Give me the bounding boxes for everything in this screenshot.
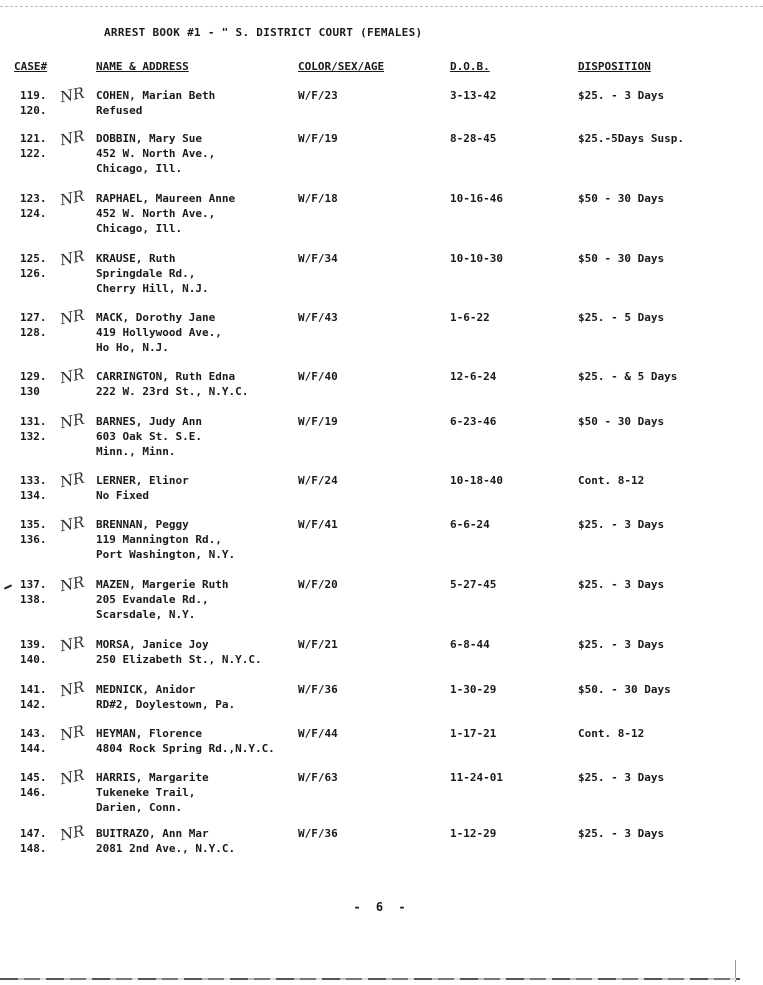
address-line: 452 W. North Ave., xyxy=(96,207,216,220)
dob-cell: 1-12-29 xyxy=(450,827,497,840)
column-header-color-sex-age: COLOR/SEX/AGE xyxy=(298,60,385,73)
case-number: 131. xyxy=(20,415,47,428)
dob-cell: 3-13-42 xyxy=(450,89,497,102)
dob-cell: 1-30-29 xyxy=(450,683,497,696)
address-line: 205 Evandale Rd., xyxy=(96,593,209,606)
dob-cell: 1-6-22 xyxy=(450,311,490,324)
name-address-cell xyxy=(96,473,326,503)
disposition-cell: $25. - 3 Days xyxy=(578,518,665,531)
name-address-cell xyxy=(96,770,326,815)
case-number: 142. xyxy=(20,698,47,711)
address-line: Scarsdale, N.Y. xyxy=(96,608,196,621)
name-address-cell xyxy=(96,726,326,756)
case-number-cell xyxy=(20,637,60,667)
handwritten-nr-mark: NR xyxy=(58,409,87,433)
case-number: 124. xyxy=(20,207,47,220)
dob-cell: 11-24-01 xyxy=(450,771,503,784)
name-address-cell xyxy=(96,414,326,459)
color-sex-age-cell: W/F/40 xyxy=(298,370,338,383)
address-line: 603 Oak St. S.E. xyxy=(96,430,202,443)
address-line: Refused xyxy=(96,104,143,117)
dob-cell: 8-28-45 xyxy=(450,132,497,145)
case-number-cell xyxy=(20,191,60,221)
page-number: - 6 - xyxy=(353,900,410,914)
name-address-cell xyxy=(96,517,326,562)
color-sex-age-cell: W/F/19 xyxy=(298,132,338,145)
case-number: 138. xyxy=(20,593,47,606)
address-line: 4804 Rock Spring Rd.,N.Y.C. xyxy=(96,742,275,755)
column-header-dob: D.O.B. xyxy=(450,60,490,73)
color-sex-age-cell: W/F/36 xyxy=(298,683,338,696)
color-sex-age-cell: W/F/63 xyxy=(298,771,338,784)
color-sex-age-cell: W/F/21 xyxy=(298,638,338,651)
name-address-cell xyxy=(96,131,326,176)
name-address-cell xyxy=(96,577,326,622)
defendant-name: MORSA, Janice Joy xyxy=(96,638,209,651)
handwritten-nr-mark: NR xyxy=(58,246,87,270)
dob-cell: 10-16-46 xyxy=(450,192,503,205)
case-number-cell xyxy=(20,131,60,161)
address-line: No Fixed xyxy=(96,489,149,502)
address-line: RD#2, Doylestown, Pa. xyxy=(96,698,236,711)
defendant-name: MEDNICK, Anidor xyxy=(96,683,196,696)
column-header-case: CASE# xyxy=(14,60,48,73)
case-number: 128. xyxy=(20,326,47,339)
address-line: Tukeneke Trail, xyxy=(96,786,196,799)
color-sex-age-cell: W/F/18 xyxy=(298,192,338,205)
handwritten-nr-mark: NR xyxy=(58,721,87,745)
case-number: 146. xyxy=(20,786,47,799)
handwritten-nr-mark: NR xyxy=(58,632,87,656)
name-address-cell xyxy=(96,251,326,296)
case-number: 140. xyxy=(20,653,47,666)
name-address-cell xyxy=(96,682,326,712)
case-number: 119. xyxy=(20,89,47,102)
color-sex-age-cell: W/F/43 xyxy=(298,311,338,324)
color-sex-age-cell: W/F/24 xyxy=(298,474,338,487)
disposition-cell: $25. - 3 Days xyxy=(578,827,665,840)
address-line: 2081 2nd Ave., N.Y.C. xyxy=(96,842,236,855)
color-sex-age-cell: W/F/36 xyxy=(298,827,338,840)
case-number-cell xyxy=(20,310,60,340)
address-line: 119 Mannington Rd., xyxy=(96,533,222,546)
case-number: 134. xyxy=(20,489,47,502)
defendant-name: DOBBIN, Mary Sue xyxy=(96,132,202,145)
address-line: Chicago, Ill. xyxy=(96,222,183,235)
case-number-cell xyxy=(20,577,60,607)
defendant-name: LERNER, Elinor xyxy=(96,474,189,487)
address-line: Darien, Conn. xyxy=(96,801,183,814)
dob-cell: 6-23-46 xyxy=(450,415,497,428)
defendant-name: MAZEN, Margerie Ruth xyxy=(96,578,229,591)
scan-dotted-edge xyxy=(0,6,763,7)
pen-tick-mark xyxy=(4,584,12,589)
address-line: Chicago, Ill. xyxy=(96,162,183,175)
disposition-cell: $25. - 3 Days xyxy=(578,89,665,102)
color-sex-age-cell: W/F/20 xyxy=(298,578,338,591)
disposition-cell: Cont. 8-12 xyxy=(578,727,645,740)
dob-cell: 5-27-45 xyxy=(450,578,497,591)
color-sex-age-cell: W/F/19 xyxy=(298,415,338,428)
defendant-name: HARRIS, Margarite xyxy=(96,771,209,784)
disposition-cell: $25. - & 5 Days xyxy=(578,370,678,383)
name-address-cell xyxy=(96,369,326,399)
dob-cell: 6-8-44 xyxy=(450,638,490,651)
address-line: Minn., Minn. xyxy=(96,445,176,458)
case-number-cell xyxy=(20,517,60,547)
defendant-name: CARRINGTON, Ruth Edna xyxy=(96,370,236,383)
case-number: 126. xyxy=(20,267,47,280)
case-number: 135. xyxy=(20,518,47,531)
defendant-name: HEYMAN, Florence xyxy=(96,727,202,740)
case-number: 143. xyxy=(20,727,47,740)
dob-cell: 1-17-21 xyxy=(450,727,497,740)
defendant-name: KRAUSE, Ruth xyxy=(96,252,176,265)
case-number: 145. xyxy=(20,771,47,784)
column-header-name-address: NAME & ADDRESS xyxy=(96,60,189,73)
case-number: 129. xyxy=(20,370,47,383)
case-number: 137. xyxy=(20,578,47,591)
case-number: 141. xyxy=(20,683,47,696)
case-number: 133. xyxy=(20,474,47,487)
case-number-cell xyxy=(20,726,60,756)
color-sex-age-cell: W/F/44 xyxy=(298,727,338,740)
case-number: 136. xyxy=(20,533,47,546)
address-line: 250 Elizabeth St., N.Y.C. xyxy=(96,653,262,666)
defendant-name: BRENNAN, Peggy xyxy=(96,518,189,531)
handwritten-nr-mark: NR xyxy=(58,126,87,150)
dob-cell: 10-18-40 xyxy=(450,474,503,487)
name-address-cell xyxy=(96,191,326,236)
case-number-cell xyxy=(20,682,60,712)
case-number-cell xyxy=(20,826,60,856)
defendant-name: COHEN, Marian Beth xyxy=(96,89,216,102)
handwritten-nr-mark: NR xyxy=(58,512,87,536)
name-address-cell xyxy=(96,826,326,856)
case-number: 130 xyxy=(20,385,40,398)
name-address-cell xyxy=(96,310,326,355)
handwritten-nr-mark: NR xyxy=(58,821,87,845)
disposition-cell: $25.-5Days Susp. xyxy=(578,132,684,145)
name-address-cell xyxy=(96,88,326,118)
dob-cell: 6-6-24 xyxy=(450,518,490,531)
defendant-name: BUITRAZO, Ann Mar xyxy=(96,827,209,840)
disposition-cell: $25. - 3 Days xyxy=(578,578,665,591)
disposition-cell: $50 - 30 Days xyxy=(578,252,665,265)
address-line: Springdale Rd., xyxy=(96,267,196,280)
defendant-name: BARNES, Judy Ann xyxy=(96,415,202,428)
handwritten-nr-mark: NR xyxy=(58,468,87,492)
dob-cell: 12-6-24 xyxy=(450,370,497,383)
case-number: 147. xyxy=(20,827,47,840)
case-number: 121. xyxy=(20,132,47,145)
scan-bottom-edge xyxy=(0,978,740,980)
case-number: 148. xyxy=(20,842,47,855)
case-number: 144. xyxy=(20,742,47,755)
address-line: 419 Hollywood Ave., xyxy=(96,326,222,339)
case-number-cell xyxy=(20,369,60,399)
case-number-cell xyxy=(20,88,60,118)
disposition-cell: $25. - 5 Days xyxy=(578,311,665,324)
address-line: 222 W. 23rd St., N.Y.C. xyxy=(96,385,249,398)
handwritten-nr-mark: NR xyxy=(58,305,87,329)
case-number-cell xyxy=(20,414,60,444)
handwritten-nr-mark: NR xyxy=(58,765,87,789)
case-number: 120. xyxy=(20,104,47,117)
disposition-cell: $50. - 30 Days xyxy=(578,683,671,696)
name-address-cell xyxy=(96,637,326,667)
case-number: 139. xyxy=(20,638,47,651)
handwritten-nr-mark: NR xyxy=(58,83,87,107)
defendant-name: MACK, Dorothy Jane xyxy=(96,311,216,324)
case-number-cell xyxy=(20,473,60,503)
column-header-disposition: DISPOSITION xyxy=(578,60,651,73)
dob-cell: 10-10-30 xyxy=(450,252,503,265)
address-line: Ho Ho, N.J. xyxy=(96,341,169,354)
document-title: ARREST BOOK #1 - " S. DISTRICT COURT (FEMALES) xyxy=(104,26,423,39)
handwritten-nr-mark: NR xyxy=(58,572,87,596)
case-number-cell xyxy=(20,770,60,800)
case-number: 132. xyxy=(20,430,47,443)
address-line: Cherry Hill, N.J. xyxy=(96,282,209,295)
color-sex-age-cell: W/F/34 xyxy=(298,252,338,265)
color-sex-age-cell: W/F/23 xyxy=(298,89,338,102)
disposition-cell: $25. - 3 Days xyxy=(578,771,665,784)
disposition-cell: $25. - 3 Days xyxy=(578,638,665,651)
case-number-cell xyxy=(20,251,60,281)
defendant-name: RAPHAEL, Maureen Anne xyxy=(96,192,236,205)
disposition-cell: Cont. 8-12 xyxy=(578,474,645,487)
address-line: Port Washington, N.Y. xyxy=(96,548,236,561)
handwritten-nr-mark: NR xyxy=(58,364,87,388)
disposition-cell: $50 - 30 Days xyxy=(578,192,665,205)
color-sex-age-cell: W/F/41 xyxy=(298,518,338,531)
case-number: 127. xyxy=(20,311,47,324)
case-number: 122. xyxy=(20,147,47,160)
case-number: 125. xyxy=(20,252,47,265)
handwritten-nr-mark: NR xyxy=(58,677,87,701)
address-line: 452 W. North Ave., xyxy=(96,147,216,160)
handwritten-nr-mark: NR xyxy=(58,186,87,210)
disposition-cell: $50 - 30 Days xyxy=(578,415,665,428)
case-number: 123. xyxy=(20,192,47,205)
